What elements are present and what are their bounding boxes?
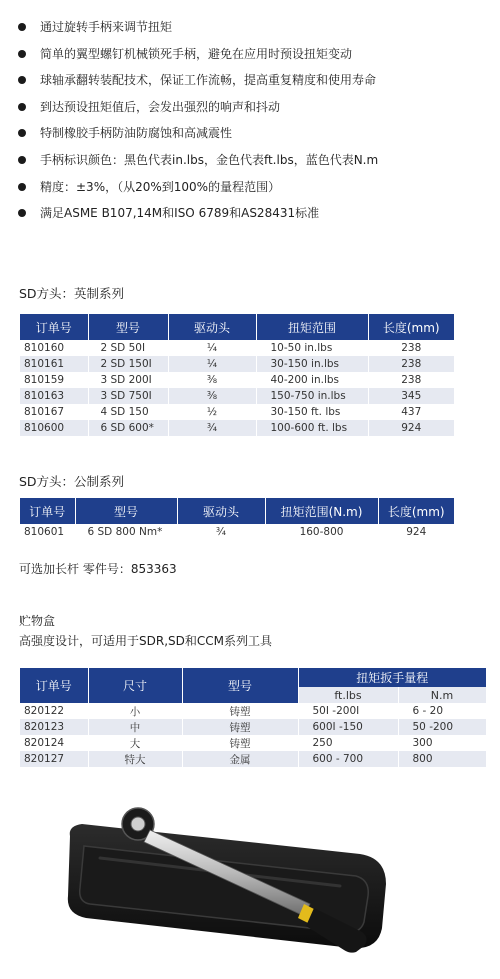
column-header: 订单号 bbox=[20, 668, 88, 703]
range-nm: 6 - 20 bbox=[398, 703, 486, 719]
imperial-section-title: SD方头：英制系列 bbox=[19, 286, 125, 301]
order-number: 810167 bbox=[20, 404, 88, 420]
length: 924 bbox=[378, 524, 454, 540]
column-header: 长度(mm) bbox=[378, 498, 454, 524]
case-section-subtitle: 高强度设计，可适用于SDR,SD和CCM系列工具 bbox=[19, 634, 272, 648]
length: 238 bbox=[368, 356, 454, 372]
order-number: 820122 bbox=[20, 703, 88, 719]
torque-range: 100-600 ft. lbs bbox=[256, 420, 368, 436]
case-table bbox=[20, 668, 487, 767]
extension-note: 可选加长杆 零件号：853363 bbox=[19, 562, 177, 576]
model: 6 SD 800 Nm* bbox=[75, 524, 177, 540]
torque-range: 10-50 in.lbs bbox=[256, 340, 368, 356]
order-number: 810163 bbox=[20, 388, 88, 404]
column-subheader: N.m bbox=[398, 687, 486, 703]
range-nm: 50 -200 bbox=[398, 719, 486, 735]
order-number: 820124 bbox=[20, 735, 88, 751]
drive: ¼ bbox=[168, 356, 256, 372]
imperial-table bbox=[20, 314, 454, 436]
feature-list bbox=[0, 14, 500, 227]
bullet-dot-icon bbox=[18, 183, 26, 191]
length: 238 bbox=[368, 372, 454, 388]
bullet-dot-icon bbox=[18, 103, 26, 111]
range-ftlbs: 600 - 700 bbox=[298, 751, 398, 767]
torque-range: 30-150 in.lbs bbox=[256, 356, 368, 372]
table-row bbox=[20, 372, 454, 388]
table-row bbox=[20, 420, 454, 436]
torque-wrench-in-case-photo bbox=[60, 800, 400, 960]
feature-text: 特制橡胶手柄防油防腐蚀和高减震性 bbox=[40, 126, 233, 141]
drive: ¼ bbox=[168, 340, 256, 356]
feature-item bbox=[0, 174, 500, 201]
range-nm: 800 bbox=[398, 751, 486, 767]
feature-text: 手柄标识颜色：黑色代表in.lbs，金色代表ft.lbs，蓝色代表N.m bbox=[40, 152, 379, 167]
order-number: 820127 bbox=[20, 751, 88, 767]
column-header: 驱动头 bbox=[168, 314, 256, 340]
range-ftlbs: 600I -150 bbox=[298, 719, 398, 735]
torque-range: 160-800 bbox=[265, 524, 378, 540]
drive: ¾ bbox=[168, 420, 256, 436]
model: 4 SD 150 bbox=[88, 404, 168, 420]
order-number: 810600 bbox=[20, 420, 88, 436]
size: 小 bbox=[88, 703, 182, 719]
model: 铸塑 bbox=[182, 703, 298, 719]
drive: ½ bbox=[168, 404, 256, 420]
torque-range: 150-750 in.lbs bbox=[256, 388, 368, 404]
bullet-dot-icon bbox=[18, 50, 26, 58]
metric-table bbox=[20, 498, 454, 540]
table-row bbox=[20, 340, 454, 356]
torque-range: 40-200 in.lbs bbox=[256, 372, 368, 388]
model: 6 SD 600* bbox=[88, 420, 168, 436]
table-row bbox=[20, 356, 454, 372]
feature-item bbox=[0, 14, 500, 41]
table-row bbox=[20, 719, 486, 735]
feature-text: 精度：±3%，（从20%到100%的量程范围） bbox=[40, 179, 281, 194]
feature-item bbox=[0, 200, 500, 227]
feature-item bbox=[0, 94, 500, 121]
order-number: 820123 bbox=[20, 719, 88, 735]
column-header: 型号 bbox=[182, 668, 298, 703]
feature-text: 球轴承翻转装配技术，保证工作流畅，提高重复精度和使用寿命 bbox=[40, 73, 377, 88]
table-header-row bbox=[20, 668, 486, 687]
column-header: 扭矩范围 bbox=[256, 314, 368, 340]
length: 345 bbox=[368, 388, 454, 404]
drive: ⅜ bbox=[168, 372, 256, 388]
model: 2 SD 150I bbox=[88, 356, 168, 372]
model: 金属 bbox=[182, 751, 298, 767]
size: 大 bbox=[88, 735, 182, 751]
table-header-row bbox=[20, 498, 454, 524]
bullet-dot-icon bbox=[18, 23, 26, 31]
table-row bbox=[20, 524, 454, 540]
order-number: 810601 bbox=[20, 524, 75, 540]
table-row bbox=[20, 751, 486, 767]
feature-item bbox=[0, 147, 500, 174]
feature-text: 简单的翼型螺钉机械锁死手柄，避免在应用时预设扭矩变动 bbox=[40, 46, 353, 61]
size: 特大 bbox=[88, 751, 182, 767]
drive: ⅜ bbox=[168, 388, 256, 404]
feature-item bbox=[0, 67, 500, 94]
feature-text: 通过旋转手柄来调节扭矩 bbox=[40, 20, 173, 34]
column-header: 长度(mm) bbox=[368, 314, 454, 340]
feature-text: 到达预设扭矩值后，会发出强烈的响声和抖动 bbox=[40, 99, 281, 114]
column-header: 型号 bbox=[75, 498, 177, 524]
feature-text: 满足ASME B107,14M和ISO 6789和AS28431标准 bbox=[40, 206, 320, 221]
column-header: 扭矩扳手量程 bbox=[298, 668, 486, 687]
column-header: 扭矩范围(N.m) bbox=[265, 498, 378, 524]
bullet-dot-icon bbox=[18, 76, 26, 84]
bullet-dot-icon bbox=[18, 129, 26, 137]
order-number: 810159 bbox=[20, 372, 88, 388]
model: 3 SD 200I bbox=[88, 372, 168, 388]
torque-range: 30-150 ft. lbs bbox=[256, 404, 368, 420]
drive: ¾ bbox=[177, 524, 265, 540]
feature-item bbox=[0, 41, 500, 68]
order-number: 810160 bbox=[20, 340, 88, 356]
model: 3 SD 750I bbox=[88, 388, 168, 404]
size: 中 bbox=[88, 719, 182, 735]
table-row bbox=[20, 404, 454, 420]
range-ftlbs: 250 bbox=[298, 735, 398, 751]
model: 铸塑 bbox=[182, 735, 298, 751]
bullet-dot-icon bbox=[18, 209, 26, 217]
table-row bbox=[20, 388, 454, 404]
column-subheader: ft.lbs bbox=[298, 687, 398, 703]
bullet-dot-icon bbox=[18, 156, 26, 164]
length: 924 bbox=[368, 420, 454, 436]
model: 2 SD 50I bbox=[88, 340, 168, 356]
table-row bbox=[20, 735, 486, 751]
column-header: 驱动头 bbox=[177, 498, 265, 524]
column-header: 订单号 bbox=[20, 498, 75, 524]
column-header: 订单号 bbox=[20, 314, 88, 340]
range-nm: 300 bbox=[398, 735, 486, 751]
table-row bbox=[20, 703, 486, 719]
feature-item bbox=[0, 120, 500, 147]
column-header: 尺寸 bbox=[88, 668, 182, 703]
order-number: 810161 bbox=[20, 356, 88, 372]
length: 238 bbox=[368, 340, 454, 356]
metric-section-title: SD方头：公制系列 bbox=[19, 474, 125, 489]
range-ftlbs: 50I -200I bbox=[298, 703, 398, 719]
table-header-row bbox=[20, 314, 454, 340]
column-header: 型号 bbox=[88, 314, 168, 340]
model: 铸塑 bbox=[182, 719, 298, 735]
case-section-title: 贮物盒 bbox=[19, 614, 56, 628]
length: 437 bbox=[368, 404, 454, 420]
